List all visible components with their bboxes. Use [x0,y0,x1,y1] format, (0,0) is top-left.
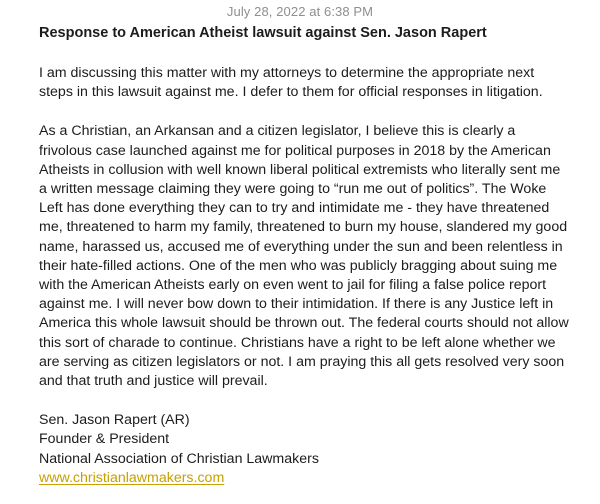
signature-name: Sen. Jason Rapert (AR) [39,412,190,429]
signature-block [39,411,569,488]
note-timestamp: July 28, 2022 at 6:38 PM [226,4,374,19]
website-link[interactable]: www.christianlawmakers.com [39,469,225,486]
signature-organization: National Association of Christian Lawmakers [39,450,319,467]
note-paragraph-1: I am discussing this matter with my attorneys to determine the appropriate next steps in this lawsuit against me. I defer to them for official responses in litigation. [39,65,543,101]
note-title: Response to American Atheist lawsuit against Sen. Jason Rapert [39,25,487,41]
note-body[interactable] [39,24,569,488]
note-paragraph-2: As a Christian, an Arkansan and a citizen legislator, I believe this is clearly a frivolous case launched against me for political purposes in 2018 by the American Atheists in collusion with well known liberal political extremists who literally sent me a written message claiming they were going to “run me out of politics”. The Woke Left has done everything they can to try and intimidate me - they have threatened me, threatened to harm my family, threatened to burn my house, slandered my good name, harassed us, accused me of everything under the sun and been relentless in their hate-filled actions. One of the men who was publicly bragging about suing me with the American Atheists early on even went to jail for filing a false police report against me. I will never bow down to their intimidation. If there is any Justice left in America this whole lawsuit should be thrown out. The federal courts should not allow this sort of charade to continue. Christians have a right to be left alone whether we are serving as citizen legislators or not. I am praying this all gets resolved very soon and that truth and justice will prevail. [39,123,569,390]
signature-role: Founder & President [39,431,170,448]
